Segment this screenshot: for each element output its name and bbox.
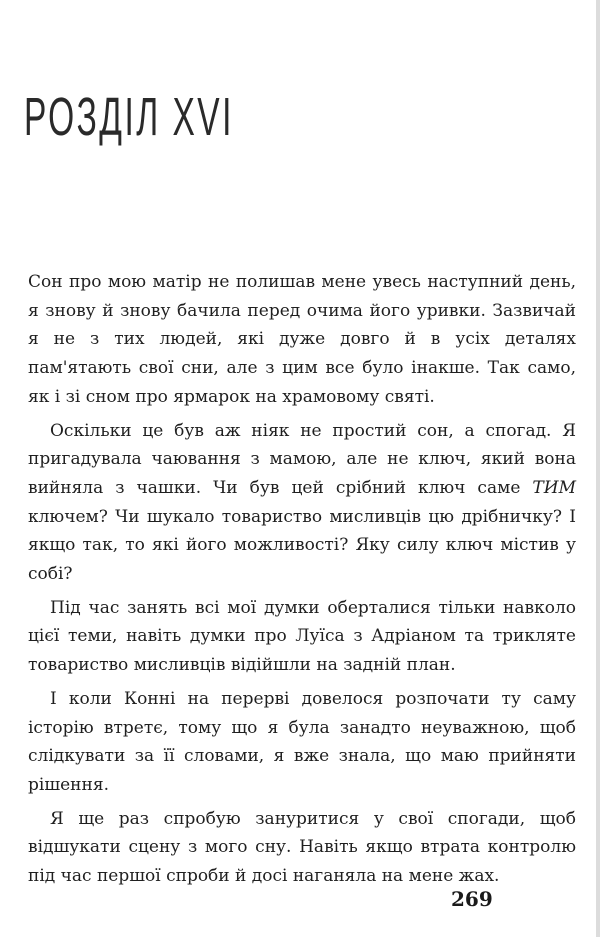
paragraph-1: Сон про мою матір не полишав мене увесь наступний день, я знову й знову бачила перед очима його уривки. Зазвичай я не з тих людей, які дуже довго й в усіх деталях пам'ятають свої сни, але з цим все було інакше. Так само, як і зі сном про ярмарок на храмовому святі.: [28, 272, 576, 407]
paragraph-3: Під час занять всі мої думки оберталися тільки навколо цієї теми, навіть думки про Луїса з Адріаном та трикляте товариство мисливців відійшли на задній план.: [28, 597, 576, 676]
paragraph-4: І коли Конні на перерві довелося розпочати ту саму історію втретє, тому що я була занадто неуважною, щоб слідкувати за її словами, я вже знала, що маю прийняти рішення.: [28, 688, 576, 795]
page-number: 269: [451, 887, 493, 911]
paragraph-5: Я ще раз спробую зануритися у свої спогади, щоб відшукати сцену з мого сну. Навіть якщо втрата контролю під час першої спроби й досі наганяла на мене жах.: [28, 808, 576, 887]
emphasis-tym: ТИМ: [532, 477, 576, 498]
chapter-title: РОЗДІЛ XVI: [24, 87, 234, 147]
body-text: [28, 268, 576, 896]
page-edge: [596, 0, 600, 937]
paragraph-2-text-before: Оскільки це був аж ніяк не простий сон, а спогад. Я пригадувала чаювання з мамою, але не ключ, який вона вийняла з чашки. Чи був цей срібний ключ саме: [28, 420, 576, 498]
paragraph-2: [28, 417, 576, 589]
paragraph-2-text-after: ключем? Чи шукало товариство мисливців цю дрібничку? І якщо так, то які його можливості? Яку силу ключ містив у собі?: [28, 506, 576, 585]
